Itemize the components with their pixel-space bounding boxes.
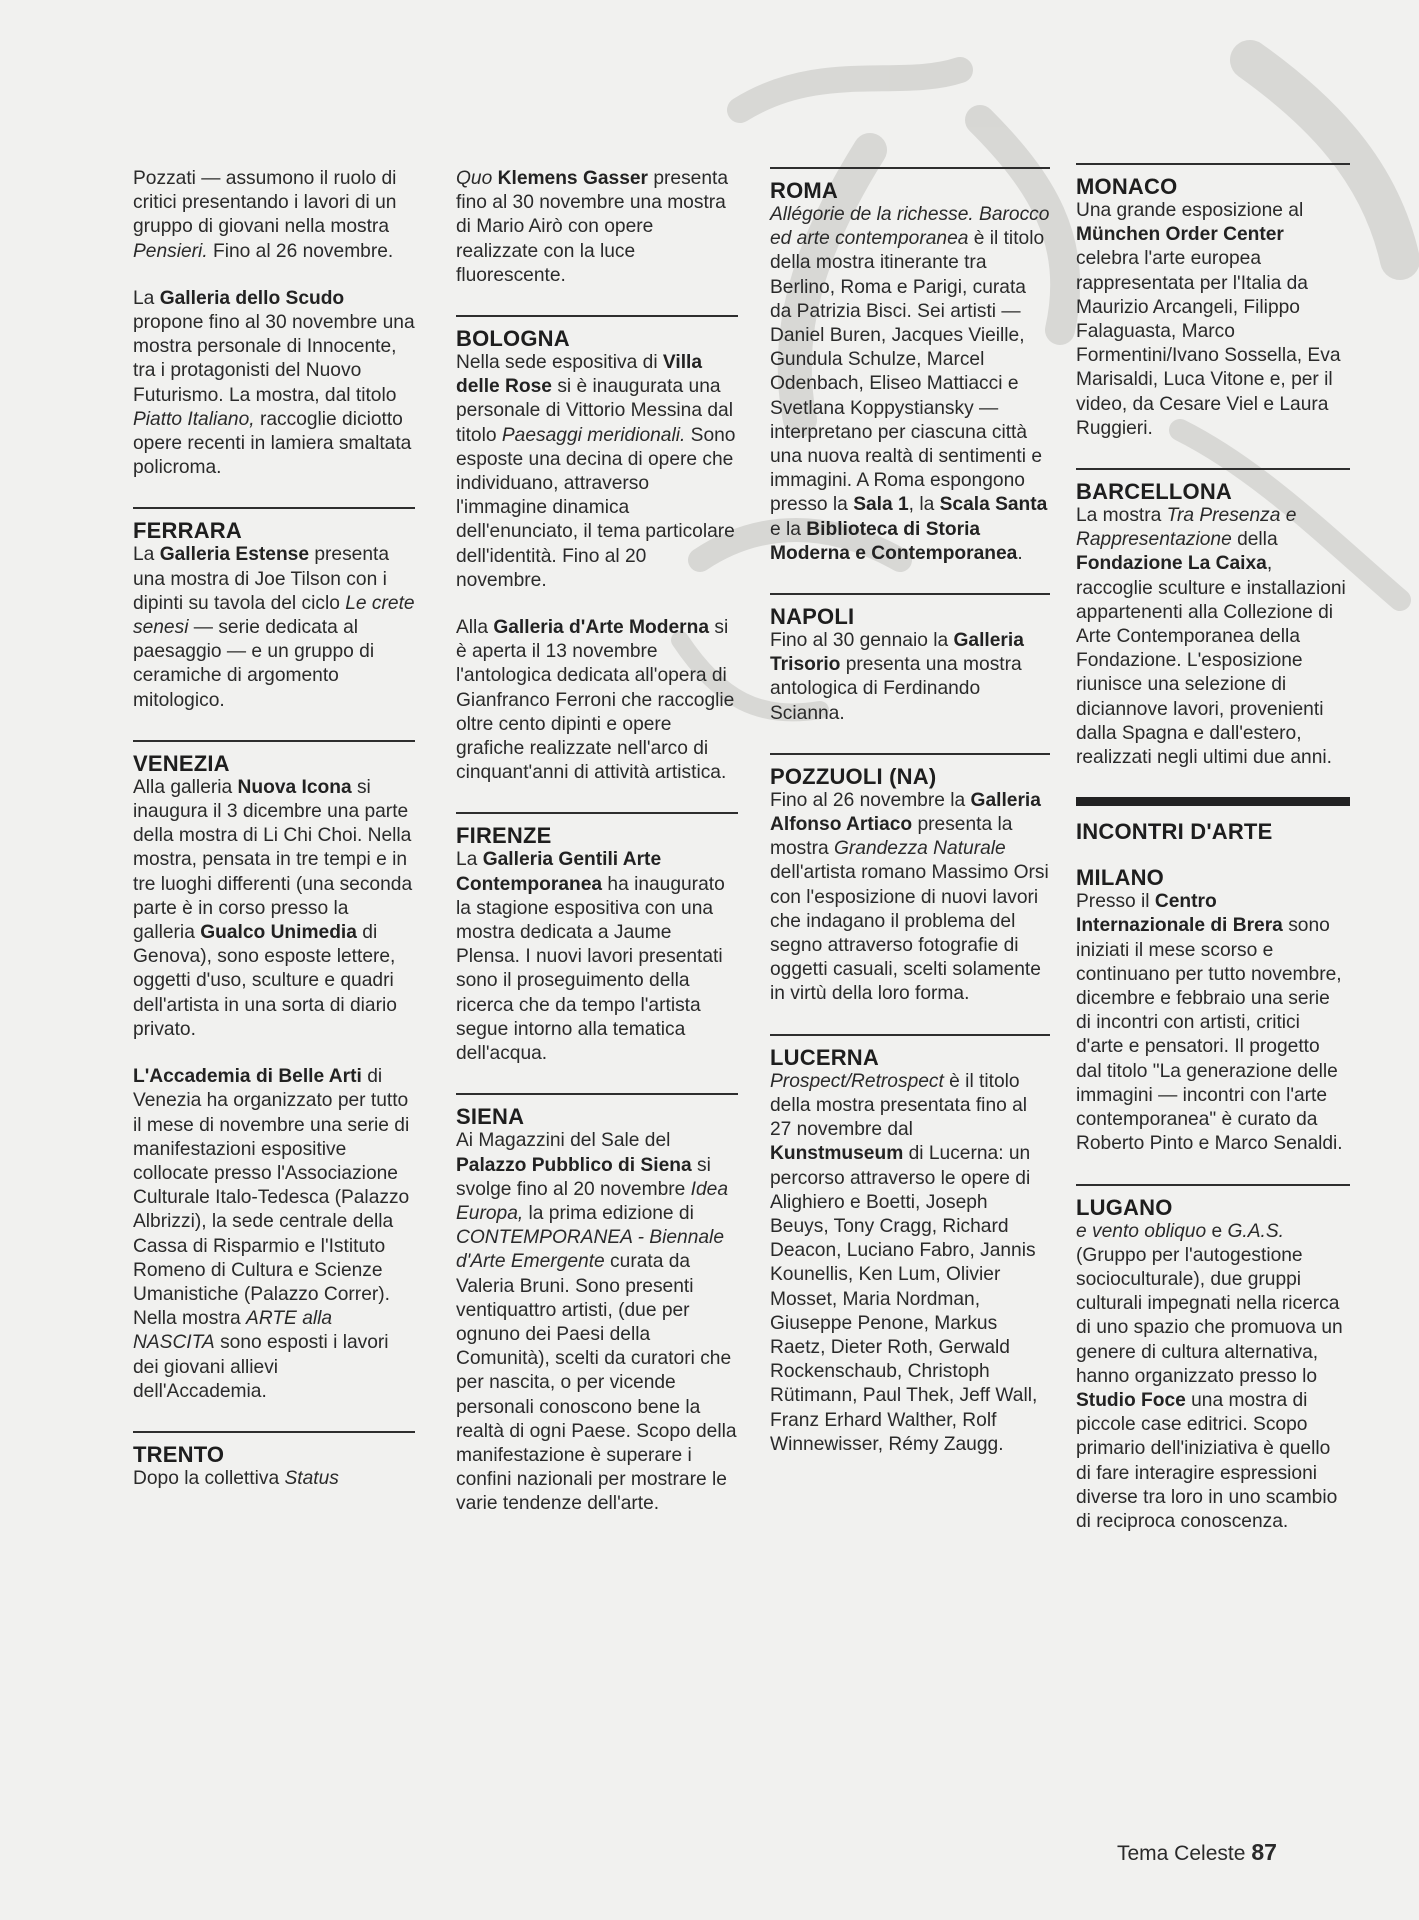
text-run: sono esposti i lavori dei giovani allievi dell'Accademia. [133,1332,389,1402]
venue-name: Biblioteca di Storia Moderna e Contemporanea [770,518,1018,564]
paragraph [456,167,738,288]
text-run: Alla [456,617,494,639]
venue-name: Gualco Unimedia [200,922,357,944]
venue-name: Galleria dello Scudo [159,287,345,309]
text-run: — serie dedicata al paesaggio — e un gruppo di ceramiche di argomento mitologico. [133,617,375,711]
section-rule [1076,468,1350,470]
city-heading: POZZUOLI (NA) [770,763,937,789]
city-heading: LUCERNA [770,1044,879,1070]
text-run: La [456,849,483,871]
text-run: è il titolo della mostra itinerante tra Berlino, Roma e Parigi, curata da Patrizia Bisci. Sei artisti — Daniel Buren, Jacques Vieille, Gundula Schulze, Marcel Odenbach, Eliseo Mattiacci e Svetlana Koppystiansky — interpretano per ciascuna città una nuova realtà di sentimenti e immagini. A Roma espongono presso la [770,228,1045,516]
article-section [770,167,1050,566]
paragraph [770,789,1050,1007]
article-section [770,593,1050,726]
venue-name: Fondazione La Caixa [1076,553,1267,575]
paragraph [133,543,415,712]
venue-name: Centro Internazionale di Brera [1076,891,1283,937]
city-heading: BOLOGNA [456,326,570,352]
text-run: sono iniziati il mese scorso e continuano per tutto novembre, dicembre e febbraio una serie di incontri con artisti, critici d'arte e pensatori. Il progetto dal titolo "La generazione delle immagini — incontri con l'arte contemporanea" è curato da Roberto Pinto e Marco Senaldi. [1076,915,1343,1155]
text-run: La mostra [1076,505,1167,527]
title-italic: Piatto Italiano, [133,408,255,430]
text-run: Pozzati — assumono il ruolo di critici presentando i lavori di un gruppo di giovani nella mostra [133,168,397,238]
city-heading: FERRARA [133,518,242,544]
section-rule [770,593,1050,595]
text-run: , la [908,494,940,516]
text-run: celebra l'arte europea rappresentata per l'Italia da Maurizio Arcangeli, Filippo Falaguasta, Marco Formentini/Ivano Sossella, Eva Marisaldi, Luca Vitone e, per il video, da Cesare Viel e Laura Ruggieri. [1076,248,1341,439]
text-run: Fino al 26 novembre la [770,789,971,811]
paragraph [770,629,1050,726]
text-run: , raccoglie sculture e installazioni appartenenti alla Collezione di Arte Contemporanea della Fondazione. L'esposizione riunisce una selezione di diciannove lavori, provenienti dalla Spagna e dall'estero, realizzati negli ultimi due anni. [1076,553,1346,769]
title-italic: Allégorie de la richesse. Barocco ed arte contemporanea [770,204,1050,250]
venue-name: Sala 1 [853,494,909,516]
paragraph [456,1129,738,1516]
text-run: . [1017,542,1023,564]
title-italic: Quo [456,168,493,189]
text-run: di Venezia ha organizzato per tutto il mese di novembre una serie di manifestazioni espositive collocate presso l'Associazione Culturale Italo-Tedesca (Palazzo Albrizzi), la sede centrale della Cassa di Risparmio e l'Istituto Romeno di Cultura e Scienze Umanistiche (Palazzo Correr). Nella mostra [133,1066,410,1330]
section-rule [1076,163,1350,165]
text-run: presenta fino al 30 novembre una mostra di Mario Airò con opere realizzate con la luce fluorescente. [456,168,729,286]
city-heading: LUGANO [1076,1194,1173,1220]
section-rule [770,167,1050,169]
incontri-block [1076,797,1350,1534]
article-section [1076,1184,1350,1535]
text-run: (Gruppo per l'autogestione socioculturale), due gruppi culturali impegnati nella ricerca di uno spazio che promuova un genere di cultura alternativa, hanno organizzato presso lo [1076,1244,1343,1387]
title-italic: ARTE alla NASCITA [133,1308,333,1354]
text-run: Sono esposte una decina di opere che individuano, attraverso l'immagine dinamica dell'enunciato, il tema particolare dell'identità. Fino al 20 novembre. [456,424,736,591]
article-section [133,740,415,1404]
paragraph [133,1065,415,1404]
city-heading: MONACO [1076,174,1178,199]
paragraph [133,167,415,264]
section-rule [770,753,1050,755]
title-italic: Paesaggi meridionali. [501,424,686,446]
venue-name: Villa delle Rose [456,352,703,398]
title-italic: Tra Presenza e Rappresentazione [1076,505,1297,551]
section-rule [133,1431,415,1433]
venue-name: Galleria d'Arte Moderna [493,617,710,639]
venue-name: Scala Santa [939,494,1048,516]
text-run: La [133,544,160,566]
article-section [770,1034,1050,1457]
text-run: è il titolo della mostra presentata fino al 27 novembre dal [770,1070,1028,1141]
section-rule [133,507,415,509]
article-section [1076,468,1350,770]
title-italic: CONTEMPORANEA - Biennale d'Arte Emergente [456,1227,724,1273]
title-italic: Grandezza Naturale [833,838,1006,860]
incontri-sections [1076,866,1350,1534]
paragraph [1076,890,1350,1156]
page-footer [1117,1839,1277,1866]
text-run: di Lucerna: un percorso attraverso le opere di Alighiero e Boetti, Joseph Beuys, Tony Cragg, Richard Deacon, Luciano Fabro, Jannis Kounellis, Ken Lum, Olivier Mosset, Maria Nordman, Giuseppe Penone, Markus Raetz, Dieter Roth, Gerwald Rockenschaub, Christoph Rütimann, Paul Thek, Jeff Wall, Franz Erhard Walther, Rolf Winnewisser, Rémy Zaugg. [770,1143,1038,1455]
text-run: Una grande esposizione al [1076,200,1304,221]
text-run: della [1231,529,1278,551]
text-run: si inaugura il 3 dicembre una parte della mostra di Li Chi Choi. Nella mostra, pensata in tre tempi e in tre luoghi differenti (una seconda parte è in corso presso la galleria [133,776,413,944]
article-section [456,812,738,1066]
title-italic: Prospect/Retrospect [770,1070,944,1092]
title-italic: G.A.S. [1227,1220,1285,1242]
city-heading: BARCELLONA [1076,479,1232,505]
paragraph [770,203,1050,566]
venue-name: Palazzo Pubblico di Siena [456,1154,692,1176]
text-run: Presso il [1076,891,1155,913]
paragraph [456,616,738,785]
text-run: e la [770,518,807,540]
city-heading: MILANO [1076,865,1164,891]
article-section [456,167,738,288]
text-run: dell'artista romano Massimo Orsi con l'esposizione di nuovi lavori che indagano il problema del segno attraverso fotografie di oggetti casuali, scelti solamente in virtù della loro forma. [770,862,1049,1005]
venue-name: Galleria Trisorio [770,630,1024,676]
venue-name: Nuova Icona [237,776,352,798]
venue-name: Galleria Gentili Arte Contemporanea [456,849,662,895]
title-italic: Pensieri. [133,240,208,262]
venue-name: München Order Center [1076,224,1284,246]
text-run: presenta la mostra [770,814,1013,860]
section-rule [133,740,415,742]
city-heading: NAPOLI [770,604,855,630]
article-section [133,507,415,712]
text-run: Nella sede espositiva di [456,352,663,374]
article-section [133,1431,415,1491]
paragraph [456,351,738,593]
article-section [1076,866,1350,1156]
paragraph [1076,504,1350,770]
text-run: propone fino al 30 novembre una mostra personale di Innocente, tra i protagonisti del Nuovo Futurismo. La mostra, dal titolo [133,312,415,406]
article-section [770,753,1050,1007]
section-rule [456,1093,738,1095]
text-run: Ai Magazzini del Sale del [456,1130,671,1152]
section-rule [456,315,738,317]
text-run: la prima edizione di [523,1202,694,1224]
text-run: Dopo la collettiva [133,1467,285,1489]
city-heading: SIENA [456,1104,525,1130]
paragraph [133,776,415,1042]
text-run: presenta una mostra di Joe Tilson con i dipinti su tavola del ciclo [133,544,390,614]
venue-name: Galleria Estense [159,544,310,566]
text-run: si è aperta il 13 novembre l'antologica dedicata all'opera di Gianfranco Ferroni che raccoglie oltre cento dipinti e opere grafiche realizzate nell'arco di cinquant'anni di attività artistica. [456,617,735,784]
venue-name: L'Accademia di Belle Arti [133,1066,362,1088]
venue-name: Klemens Gasser [497,168,649,189]
article-section [456,1093,738,1516]
text-run: Fino al 26 novembre. [207,240,394,262]
text-run: ha inaugurato la stagione espositiva con una mostra dedicata a Jaume Plensa. I nuovi lavori presentati sono il proseguimento della ricerca che da tempo l'artista segue intorno alla tematica dell'acqua. [456,873,725,1065]
city-heading: FIRENZE [456,823,552,849]
text-run: e [1206,1220,1228,1242]
text-run: raccoglie diciotto opere recenti in lamiera smaltata policroma. [133,408,412,479]
city-heading: TRENTO [133,1441,225,1467]
section-rule [456,812,738,814]
city-heading: VENEZIA [133,750,230,776]
text-run: una mostra di piccole case editrici. Scopo primario dell'iniziativa è quello di fare interagire espressioni diverse tra loro in uno scambio di reciproca conoscenza. [1076,1389,1338,1532]
city-heading: ROMA [770,178,839,203]
magazine-name: Tema Celeste [1117,1842,1246,1865]
text-run: presenta una mostra antologica di Ferdinando Scianna. [770,654,1022,724]
paragraph [1076,199,1350,441]
column-1 [133,167,415,1518]
text-run: si è inaugurata una personale di Vittorio Messina dal titolo [456,376,733,446]
text-run: si svolge fino al 20 novembre [456,1154,711,1200]
text-run: Fino al 30 gennaio la [770,630,954,652]
paragraph [456,848,738,1066]
text-run: di Genova), sono esposte lettere, oggetti d'uso, sculture e quadri dell'artista in una sorta di diario privato. [133,922,397,1040]
title-italic: e vento obliquo [1076,1220,1207,1242]
venue-name: Kunstmuseum [770,1143,904,1165]
venue-name: Studio Foce [1076,1389,1186,1411]
column-2 [456,167,738,1544]
title-italic: Status [284,1467,339,1489]
column-3 [770,167,1050,1484]
section-rule [770,1034,1050,1036]
article-section [1076,163,1350,441]
article-section [133,167,415,480]
page-number: 87 [1251,1839,1277,1865]
paragraph [770,1070,1050,1457]
paragraph [1076,1220,1350,1535]
section-rule [1076,1184,1350,1186]
text-run: La [133,287,160,309]
paragraph [133,1467,415,1491]
column-4 [1076,163,1350,1561]
incontri-thick-rule [1076,797,1350,806]
text-run: Alla galleria [133,776,238,798]
title-italic: Le crete senesi [133,592,415,639]
incontri-title: INCONTRI D'ARTE [1076,819,1273,845]
title-italic: Idea Europa, [456,1178,729,1224]
paragraph [133,287,415,481]
article-section [456,315,738,785]
text-run: curata da Valeria Bruni. Sono presenti ventiquattro artisti, (due per ognuno dei Paesi della Comunità), scelti da curatori che per nascita, o per vicende personali conoscono bene la realtà di ogni Paese. Scopo della manifestazione è superare i confini nazionali per mostrare le varie tendenze dell'arte. [456,1251,737,1515]
venue-name: Galleria Alfonso Artiaco [770,789,1041,836]
